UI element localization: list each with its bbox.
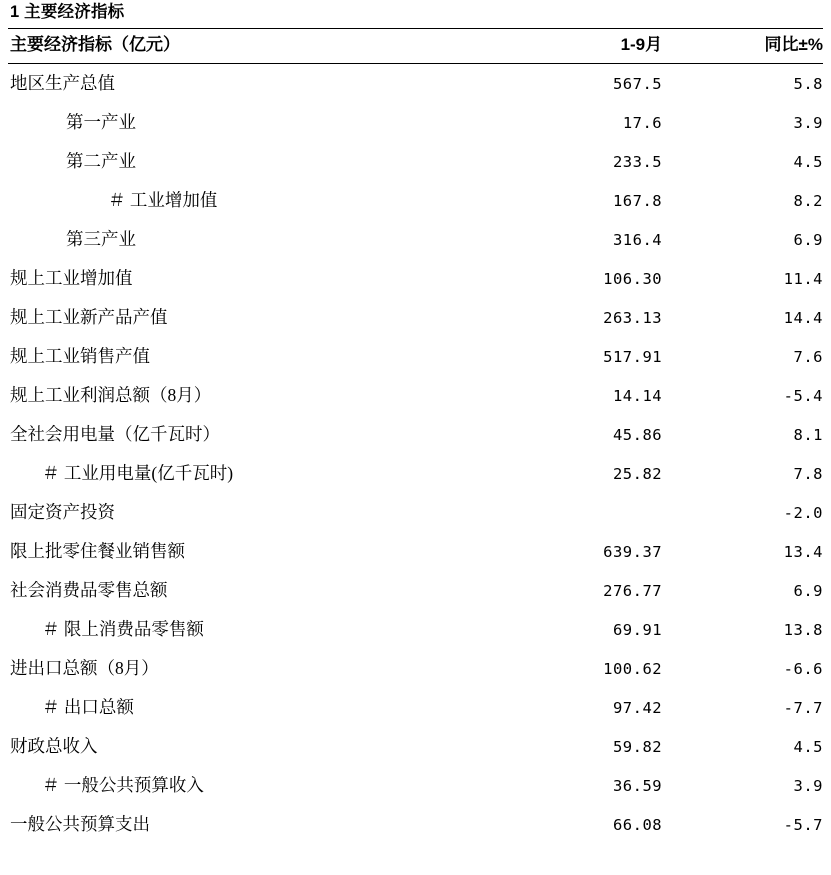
indicator-name: 全社会用电量（亿千瓦时） bbox=[10, 424, 220, 444]
table-header bbox=[8, 29, 823, 64]
indicator-name: 社会消费品零售总额 bbox=[10, 580, 168, 600]
indicator-yoy: 11.4 bbox=[783, 270, 823, 288]
page-title: 1 主要经济指标 bbox=[10, 3, 125, 21]
indicator-value: 100.62 bbox=[603, 660, 663, 678]
indicator-name: ＃ 限上消费品零售额 bbox=[42, 619, 204, 639]
indicator-name: 第三产业 bbox=[66, 229, 136, 249]
indicator-yoy: 7.6 bbox=[793, 348, 823, 366]
table-row bbox=[8, 688, 823, 727]
indicator-yoy: 5.8 bbox=[793, 75, 823, 93]
indicator-yoy: -2.0 bbox=[783, 504, 823, 522]
table-row bbox=[8, 649, 823, 688]
indicator-value: 106.30 bbox=[603, 270, 663, 288]
table-row bbox=[8, 142, 823, 181]
table-header-row bbox=[8, 29, 823, 64]
table-row bbox=[8, 181, 823, 220]
indicator-value: 36.59 bbox=[612, 777, 663, 795]
main-economic-indicators-table bbox=[8, 28, 823, 844]
indicator-value: 14.14 bbox=[612, 387, 663, 405]
indicator-name: 规上工业销售产值 bbox=[10, 346, 150, 366]
indicator-value: 25.82 bbox=[612, 465, 663, 483]
indicator-name: ＃ 一般公共预算收入 bbox=[42, 775, 204, 795]
indicator-yoy: 13.8 bbox=[783, 621, 823, 639]
indicator-name: 进出口总额（8月） bbox=[10, 658, 159, 678]
table-row bbox=[8, 64, 823, 104]
indicator-yoy: 3.9 bbox=[793, 777, 823, 795]
indicator-yoy: 4.5 bbox=[793, 738, 823, 756]
table-row bbox=[8, 610, 823, 649]
indicator-yoy: -5.4 bbox=[783, 387, 823, 405]
indicator-name: 限上批零住餐业销售额 bbox=[10, 541, 185, 561]
indicator-yoy: 6.9 bbox=[793, 231, 823, 249]
indicator-value: 69.91 bbox=[612, 621, 663, 639]
indicator-yoy: 7.8 bbox=[793, 465, 823, 483]
indicator-yoy: 3.9 bbox=[793, 114, 823, 132]
indicator-yoy: 14.4 bbox=[783, 309, 823, 327]
column-header-period: 1-9月 bbox=[497, 29, 668, 64]
table-row bbox=[8, 805, 823, 844]
column-header-indicator: 主要经济指标（亿元） bbox=[8, 29, 497, 64]
indicator-name: 规上工业新产品产值 bbox=[10, 307, 168, 327]
table-row bbox=[8, 376, 823, 415]
indicator-yoy: -6.6 bbox=[783, 660, 823, 678]
indicator-yoy: 8.2 bbox=[793, 192, 823, 210]
indicator-name: 固定资产投资 bbox=[10, 502, 115, 522]
indicator-name: 第二产业 bbox=[66, 151, 136, 171]
indicator-name: ＃ 工业增加值 bbox=[108, 190, 218, 210]
table-row bbox=[8, 571, 823, 610]
indicator-value bbox=[497, 493, 668, 532]
indicator-value: 167.8 bbox=[612, 192, 663, 210]
indicator-yoy: -7.7 bbox=[783, 699, 823, 717]
table-row bbox=[8, 220, 823, 259]
table-row bbox=[8, 103, 823, 142]
indicator-name: 规上工业增加值 bbox=[10, 268, 133, 288]
table-row bbox=[8, 415, 823, 454]
table-row bbox=[8, 766, 823, 805]
indicator-value: 276.77 bbox=[603, 582, 663, 600]
indicator-name: 规上工业利润总额（8月） bbox=[10, 385, 212, 405]
table-row bbox=[8, 337, 823, 376]
indicator-value: 517.91 bbox=[603, 348, 663, 366]
indicator-name: ＃ 工业用电量(亿千瓦时) bbox=[42, 463, 234, 483]
column-header-yoy: 同比±% bbox=[668, 29, 823, 64]
indicator-value: 639.37 bbox=[603, 543, 663, 561]
indicator-value: 59.82 bbox=[612, 738, 663, 756]
indicator-value: 97.42 bbox=[612, 699, 663, 717]
indicator-value: 17.6 bbox=[622, 114, 663, 132]
indicator-yoy: 4.5 bbox=[793, 153, 823, 171]
indicator-yoy: 8.1 bbox=[793, 426, 823, 444]
indicator-name: 财政总收入 bbox=[10, 736, 98, 756]
table-row bbox=[8, 454, 823, 493]
indicator-yoy: 13.4 bbox=[783, 543, 823, 561]
table-row bbox=[8, 727, 823, 766]
indicator-name: 第一产业 bbox=[66, 112, 136, 132]
table-row bbox=[8, 493, 823, 532]
table-row bbox=[8, 298, 823, 337]
table-body bbox=[8, 64, 823, 845]
indicator-yoy: 6.9 bbox=[793, 582, 823, 600]
indicator-name: 地区生产总值 bbox=[10, 73, 115, 93]
indicator-value: 263.13 bbox=[603, 309, 663, 327]
table-row bbox=[8, 532, 823, 571]
indicator-value: 316.4 bbox=[612, 231, 663, 249]
table-row bbox=[8, 259, 823, 298]
indicator-value: 45.86 bbox=[612, 426, 663, 444]
indicator-value: 66.08 bbox=[612, 816, 663, 834]
indicator-yoy: -5.7 bbox=[783, 816, 823, 834]
indicator-name: ＃ 出口总额 bbox=[42, 697, 134, 717]
indicator-name: 一般公共预算支出 bbox=[10, 814, 150, 834]
indicator-value: 233.5 bbox=[612, 153, 663, 171]
indicator-value: 567.5 bbox=[612, 75, 663, 93]
